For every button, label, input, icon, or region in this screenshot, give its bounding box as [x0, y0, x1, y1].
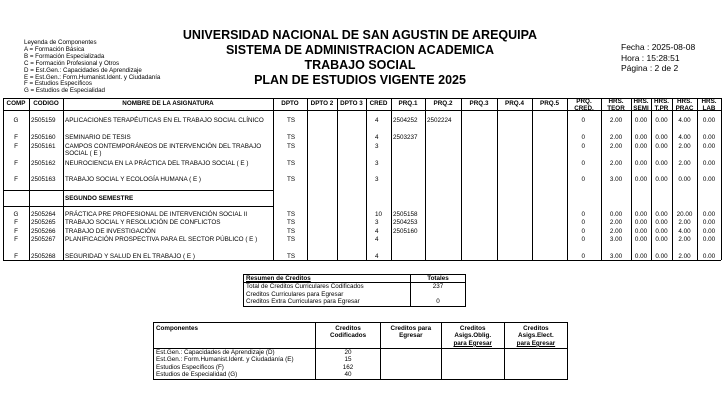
row-comp: G: [13, 211, 19, 218]
block-separator: [3, 190, 273, 191]
row-comp: F: [14, 134, 18, 141]
row-hrs-prac: 0.00: [678, 176, 691, 183]
component-label: Estudios de Especialidad (G): [154, 371, 316, 379]
row-prereq-credits: 0: [581, 253, 585, 260]
row-dept: TS: [287, 219, 296, 226]
row-credits: 10: [375, 211, 383, 218]
empty-cell: [441, 356, 504, 363]
row-credits: 4: [375, 117, 379, 124]
header-line: Asigs.Elect.: [518, 332, 554, 340]
row-hrs-lab: 0.00: [702, 134, 716, 141]
summary-label: Creditos Extra Curriculares para Egresar: [244, 298, 411, 306]
row-prereq-credits: 0: [581, 236, 585, 243]
header-line: LAB: [702, 105, 716, 112]
header-line: T.PR: [654, 105, 669, 112]
header-line: HRS.: [608, 98, 624, 105]
grid-line: [63, 98, 64, 260]
row-code: 2505159: [31, 117, 56, 124]
graduation-credits-header: [381, 323, 442, 349]
row-hrs-semi: 0.00: [634, 236, 648, 243]
row-hrs-prac: 4.00: [678, 117, 691, 124]
row-hrs-lab: 0.00: [702, 253, 716, 260]
row-course-name: APLICACIONES TERAPÉUTICAS EN EL TRABAJO SOCIAL CLÍNICO: [65, 117, 264, 124]
grid-line: [721, 98, 722, 260]
row-course-name: NEUROCIENCIA EN LA PRÁCTICA DEL TRABAJO SOCIAL ( E ): [65, 160, 249, 167]
row-hrs-semi: 0.00: [634, 117, 648, 124]
header-line: para Egresar: [516, 339, 556, 347]
column-header: [567, 98, 601, 112]
row-hrs-teor: 3.00: [609, 176, 623, 183]
row-hrs-teor: 0.00: [609, 211, 623, 218]
row-hrs-tpr: 0.00: [655, 134, 668, 141]
row-hrs-teor: 2.00: [609, 117, 623, 124]
row-hrs-semi: 0.00: [634, 143, 648, 150]
empty-cell: [504, 371, 567, 379]
header-line: Creditos: [335, 325, 361, 332]
header-line: TEOR: [607, 105, 625, 112]
grid-line: [337, 98, 338, 260]
row-hrs-lab: 0.00: [702, 143, 716, 150]
component-label: Est.Gen.: Form.Humanist.Ident. y Ciudadanía (E): [154, 356, 316, 363]
row-prereq-1: 2505158: [393, 211, 418, 218]
row-hrs-tpr: 0.00: [655, 143, 668, 150]
summary-value: 237: [411, 283, 466, 291]
row-hrs-teor: 2.00: [609, 134, 623, 141]
row-credits: 3: [375, 176, 379, 183]
legend-title: Leyenda de Componentes: [24, 39, 97, 46]
row-code: 2505265: [31, 219, 56, 226]
row-hrs-tpr: 0.00: [655, 176, 668, 183]
row-hrs-semi: 0.00: [634, 228, 648, 235]
column-header: CODIGO: [33, 100, 59, 107]
column-header: NOMBRE DE LA ASIGNATURA: [122, 100, 214, 107]
empty-cell: [504, 364, 567, 371]
row-hrs-teor: 2.00: [609, 160, 623, 167]
summary-value: [411, 291, 466, 298]
row-comp: F: [14, 228, 18, 235]
row-comp: F: [14, 219, 18, 226]
row-credits: 4: [375, 228, 379, 235]
header-line: HRS.: [653, 98, 670, 105]
column-header: [651, 98, 672, 112]
row-hrs-lab: 0.00: [702, 176, 716, 183]
row-hrs-teor: 3.00: [609, 253, 623, 260]
column-header: PRQ.2: [433, 100, 453, 107]
program-title: TRABAJO SOCIAL: [304, 58, 416, 72]
header-line: Asigs.Oblig.: [454, 332, 492, 340]
row-dept: TS: [287, 134, 296, 141]
header-line: HRS.: [676, 98, 693, 105]
row-course-name: SEMINARIO DE TESIS: [65, 134, 131, 141]
component-value: 40: [316, 371, 381, 379]
row-course-name: CAMPOS CONTEMPORÁNEOS DE INTERVENCIÓN DEL TRABAJO SOCIAL ( E ): [65, 143, 262, 158]
row-course-name: TRABAJO DE INVESTIGACIÓN: [65, 228, 156, 235]
row-hrs-lab: 0.00: [702, 117, 716, 124]
summary-title: Resumen de Creditos: [244, 275, 411, 283]
row-prereq-credits: 0: [581, 228, 585, 235]
row-hrs-semi: 0.00: [634, 211, 648, 218]
grid-line: [29, 98, 30, 260]
row-credits: 3: [375, 160, 379, 167]
row-dept: TS: [287, 228, 296, 235]
column-header: PRQ.1: [398, 100, 418, 107]
plan-title: PLAN DE ESTUDIOS VIGENTE 2025: [254, 73, 466, 87]
grid-line: [425, 98, 426, 260]
row-prereq-credits: 0: [581, 117, 585, 124]
legend-item: B = Formación Especializada: [24, 52, 105, 60]
header-line: Creditos: [459, 325, 486, 332]
row-hrs-prac: 2.00: [678, 236, 691, 243]
row-code: 2505162: [31, 160, 56, 167]
row-credits: 4: [375, 134, 379, 141]
row-comp: F: [14, 160, 18, 167]
report-date: Fecha : 2025-08-08: [621, 42, 696, 52]
row-code: 2505268: [31, 253, 56, 260]
empty-cell: [381, 371, 442, 379]
summary-totals-header: Totales: [411, 275, 466, 283]
row-comp: F: [14, 143, 18, 150]
row-prereq-2: 2502224: [427, 117, 452, 124]
empty-cell: [441, 364, 504, 371]
column-header: COMP: [6, 100, 26, 107]
row-hrs-tpr: 0.00: [655, 236, 668, 243]
row-comp: G: [13, 117, 19, 124]
row-hrs-prac: 2.00: [678, 253, 691, 260]
column-header: [631, 98, 651, 112]
header-line: SEMI: [633, 105, 649, 112]
component-label: Est.Gen.: Capacidades de Aprendizaje (D): [154, 349, 316, 357]
header-line: para Egresar: [453, 339, 492, 347]
row-hrs-prac: 2.00: [678, 160, 691, 167]
column-header: PRQ.3: [469, 100, 489, 107]
legend: [24, 40, 160, 95]
grid-line: [307, 98, 308, 260]
row-hrs-teor: 2.00: [609, 219, 623, 226]
column-header: DPTO 2: [310, 100, 334, 107]
row-hrs-lab: 0.00: [702, 211, 716, 218]
row-prereq-credits: 0: [581, 176, 585, 183]
row-hrs-teor: 3.00: [609, 236, 623, 243]
grid-line: [497, 98, 498, 260]
row-credits: 3: [375, 219, 379, 226]
component-value: 162: [316, 364, 381, 371]
empty-cell: [381, 356, 442, 363]
column-header: PRQ.5: [540, 100, 559, 107]
row-code: 2505267: [31, 236, 56, 243]
row-hrs-prac: 2.00: [678, 219, 691, 226]
component-value: 20: [316, 349, 381, 357]
row-hrs-teor: 2.00: [609, 143, 623, 150]
row-prereq-credits: 0: [581, 134, 585, 141]
row-dept: TS: [287, 143, 296, 150]
row-hrs-tpr: 0.00: [655, 253, 668, 260]
column-header: DPTO: [281, 100, 299, 107]
empty-cell: [381, 364, 442, 371]
summary-label: Total de Creditos Curriculares Codificados: [244, 283, 411, 291]
header-line: Creditos: [523, 325, 549, 332]
grid-line: [366, 98, 367, 260]
header-line: PRAC: [675, 105, 694, 112]
component-value: 15: [316, 356, 381, 363]
column-header: DPTO 3: [340, 100, 363, 107]
row-hrs-lab: 0.00: [702, 228, 716, 235]
row-prereq-credits: 0: [581, 160, 585, 167]
row-hrs-tpr: 0.00: [655, 211, 668, 218]
row-hrs-prac: 20.00: [676, 211, 693, 218]
row-prereq-credits: 0: [581, 219, 585, 226]
header-line: Egresar: [399, 332, 423, 340]
row-hrs-semi: 0.00: [634, 219, 648, 226]
row-hrs-prac: 4.00: [678, 134, 691, 141]
elective-credits-header: [504, 323, 567, 349]
row-hrs-semi: 0.00: [634, 253, 648, 260]
legend-item: E = Est.Gen.: Form.Humanist.Ident. y Ciudadanía: [24, 73, 161, 81]
row-dept: TS: [287, 160, 296, 167]
row-hrs-prac: 2.00: [678, 143, 691, 150]
column-header: [601, 98, 631, 112]
row-hrs-semi: 0.00: [634, 134, 648, 141]
row-code: 2505264: [31, 211, 56, 218]
empty-cell: [504, 349, 567, 357]
block-separator: [3, 206, 273, 207]
system-title: SISTEMA DE ADMINISTRACION ACADEMICA: [225, 43, 495, 57]
components-table: [153, 322, 568, 380]
row-code: 2505163: [31, 176, 56, 183]
empty-cell: [381, 349, 442, 357]
report-meta: [621, 42, 695, 74]
row-prereq-credits: 0: [581, 143, 585, 150]
empty-cell: [441, 371, 504, 379]
row-prereq-credits: 0: [581, 211, 585, 218]
row-prereq-1: 2504253: [393, 219, 418, 226]
coded-credits-header: [316, 323, 381, 349]
row-hrs-prac: 4.00: [678, 228, 691, 235]
component-label: Estudios Específicos (F): [154, 364, 316, 371]
summary-value: 0: [411, 298, 466, 306]
row-comp: F: [14, 236, 18, 243]
row-hrs-tpr: 0.00: [655, 160, 668, 167]
row-hrs-semi: 0.00: [634, 160, 648, 167]
column-header: [672, 98, 697, 112]
legend-item: C = Formación Profesional y Otros: [24, 59, 120, 67]
column-header: [697, 98, 721, 112]
row-course-name: SEGURIDAD Y SALUD EN EL TRABAJO ( E ): [65, 253, 195, 260]
row-hrs-tpr: 0.00: [655, 228, 668, 235]
empty-cell: [504, 356, 567, 363]
column-header: CRED: [369, 100, 388, 107]
row-code: 2505161: [31, 143, 56, 150]
row-dept: TS: [287, 236, 296, 243]
grid-line: [273, 98, 274, 260]
row-course-name: TRABAJO SOCIAL Y RESOLUCIÓN DE CONFLICTOS: [65, 219, 221, 226]
row-code: 2505266: [31, 228, 56, 235]
legend-item: F = Estudios Específicos: [24, 80, 92, 88]
report-page: Página : 2 de 2: [621, 63, 679, 73]
credits-summary-table: [243, 274, 466, 307]
grid-line: [391, 98, 392, 260]
university-title: UNIVERSIDAD NACIONAL DE SAN AGUSTIN DE AREQUIPA: [182, 28, 538, 42]
row-prereq-1: 2505160: [393, 228, 418, 235]
row-credits: 4: [375, 253, 379, 260]
row-hrs-tpr: 0.00: [655, 219, 668, 226]
row-hrs-teor: 2.00: [609, 228, 623, 235]
summary-label: Creditos Curriculares para Egresar: [244, 291, 411, 298]
row-hrs-tpr: 0.00: [655, 117, 668, 124]
header-line: PRQ.: [576, 98, 592, 105]
row-prereq-1: 2504252: [393, 117, 418, 124]
row-course-name: PRÁCTICA PRE PROFESIONAL DE INTERVENCIÓN SOCIAL II: [65, 211, 248, 218]
row-prereq-1: 2503237: [393, 134, 418, 141]
header-line: CRED.: [574, 105, 594, 112]
semester-label: SEGUNDO SEMESTRE: [65, 195, 134, 202]
legend-item: G = Estudios de Especialidad: [24, 87, 106, 95]
legend-item: D = Est.Gen.: Capacidades de Aprendizaje: [24, 66, 142, 74]
row-hrs-semi: 0.00: [634, 176, 648, 183]
row-course-name: TRABAJO SOCIAL Y ECOLOGÍA HUMANA ( E ): [65, 176, 202, 183]
column-header: PRQ.4: [505, 100, 524, 107]
grid-line: [461, 98, 462, 260]
header-line: HRS.: [633, 98, 649, 105]
mandatory-credits-header: [441, 323, 504, 349]
row-dept: TS: [287, 176, 296, 183]
row-comp: F: [14, 253, 18, 260]
row-credits: 3: [375, 143, 379, 150]
row-comp: F: [14, 176, 18, 183]
components-header: Componentes: [154, 323, 316, 349]
header-line: HRS.: [701, 98, 717, 105]
empty-cell: [441, 349, 504, 357]
grid-line: [532, 98, 533, 260]
report-time: Hora : 15:28:51: [621, 52, 680, 63]
row-credits: 4: [375, 236, 379, 243]
header-line: Creditos para: [390, 325, 432, 332]
row-dept: TS: [287, 211, 296, 218]
row-dept: TS: [287, 253, 296, 260]
row-hrs-lab: 0.00: [702, 236, 716, 243]
legend-item: A = Formación Básica: [24, 45, 85, 53]
row-hrs-lab: 0.00: [702, 160, 716, 167]
row-code: 2505160: [31, 134, 56, 141]
row-hrs-lab: 0.00: [702, 219, 716, 226]
header-line: Codificados: [330, 332, 367, 340]
row-dept: TS: [287, 117, 296, 124]
row-course-name: PLANIFICACIÓN PROSPECTIVA PARA EL SECTOR PÚBLICO ( E ): [65, 236, 258, 243]
